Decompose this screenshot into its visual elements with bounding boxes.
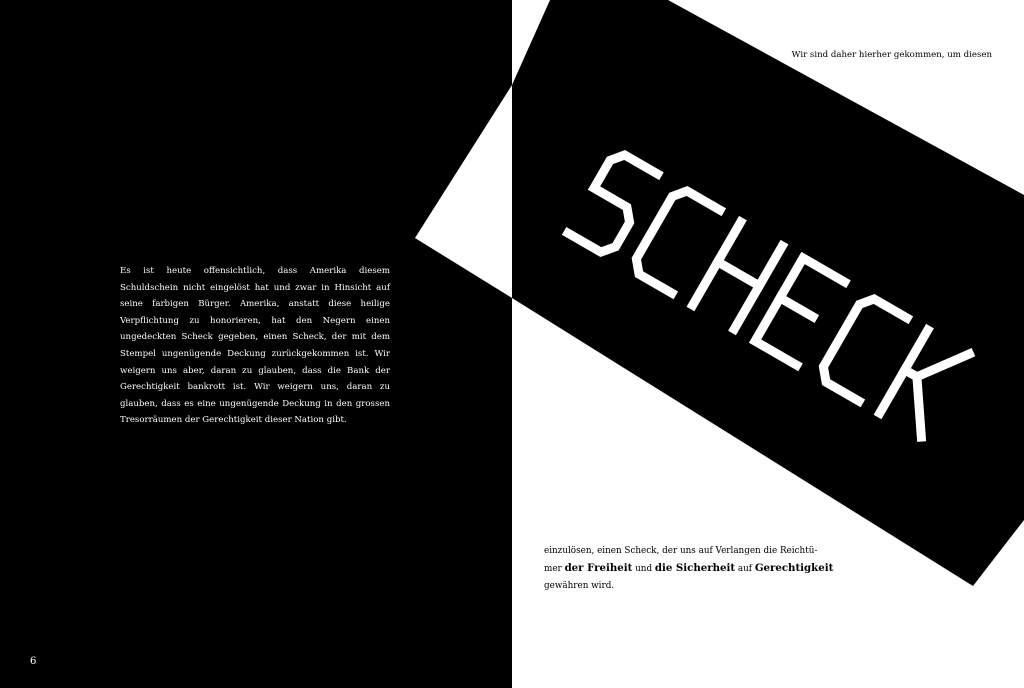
emphasis-gerechtigkeit: Gerechtigkeit	[754, 562, 834, 574]
connector-und: und	[635, 564, 653, 574]
right-running-text: Wir sind daher hierher gekommen, um diesen	[791, 50, 992, 60]
connector-auf: auf	[737, 564, 753, 574]
right-body-text	[544, 543, 834, 595]
emphasis-sicherheit: die Sicherheit	[654, 562, 736, 574]
left-body-text: Es ist heute offensichtlich, dass Amerika diesem Schuldschein nicht eingelöst hat und zwar in Hinsicht auf seine farbigen Bürger. Amerika, anstatt diese heilige Verpflichtung zu honorieren, hat den Negern einen ungedeckten Scheck gegeben, einen Scheck, der mit dem Stempel ungenügende Deckung zurückgekommen ist. Wir weigern uns aber, daran zu glauben, dass die Bank der Gerechtigkeit bankrott ist. Wir weigern uns, daran zu glauben, dass es eine ungenügende Deckung in den grossen Tresorräumen der Gerechtigkeit dieser Nation gibt.	[120, 266, 390, 426]
page-number: 6	[30, 656, 37, 667]
right-body-part2: gewähren wird.	[544, 581, 615, 591]
right-body-part1: einzulösen, einen Scheck, der uns auf Verlangen die Reichtü- mer	[544, 546, 818, 574]
emphasis-freiheit: der Freiheit	[564, 562, 633, 574]
